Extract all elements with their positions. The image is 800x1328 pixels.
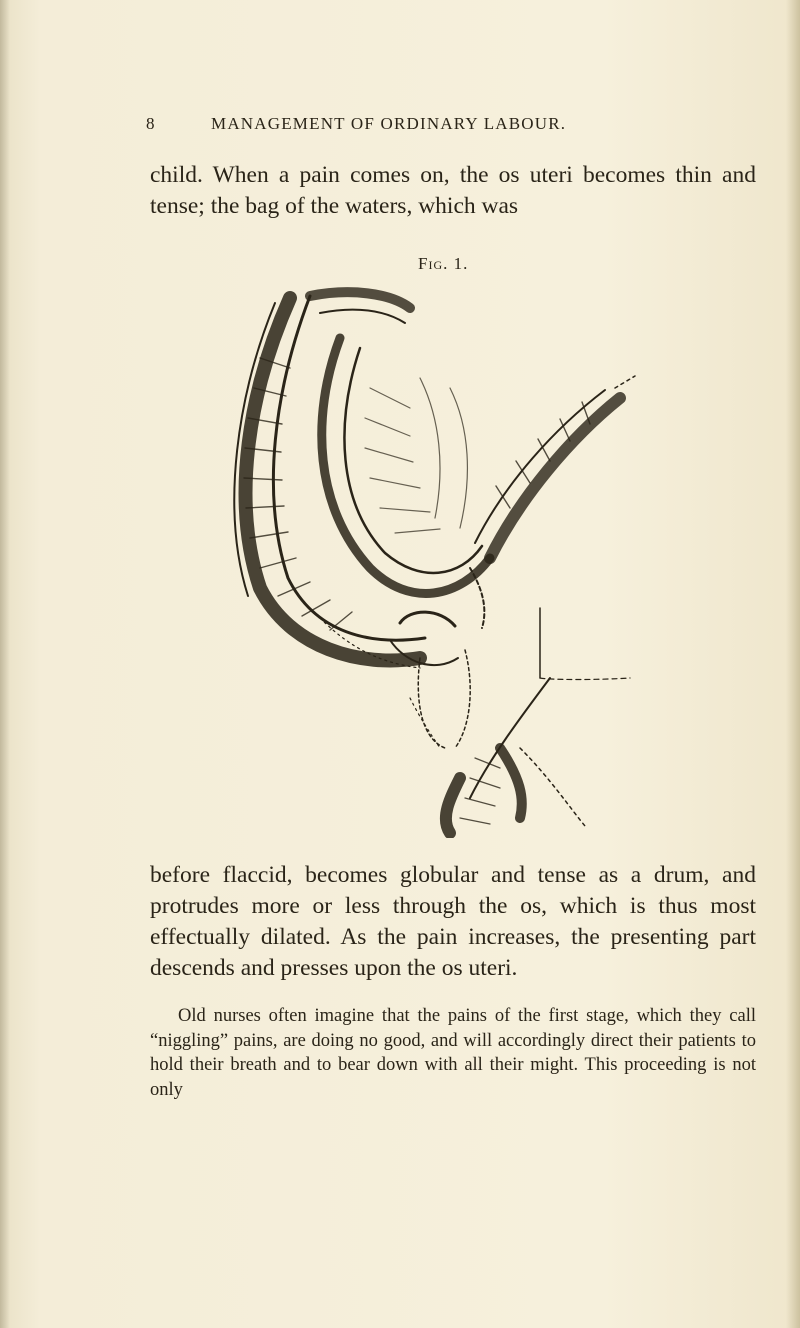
- paragraph-main: before flaccid, becomes globular and tense as a drum, and protrudes more or less through the os, which is thus most effectually dilated. As the pain increases, the presenting part descends and presses upon the os uteri.: [150, 862, 756, 981]
- page-edge-shadow: [786, 0, 800, 1328]
- small-print-paragraph: Old nurses often imagine that the pains of the first stage, which they call “niggling” pains, are doing no good, and will accordingly direct their patients to hold their breath and to bear down with all their might. This proceeding is not only: [150, 1006, 756, 1100]
- figure-caption: Fig. 1.: [418, 254, 469, 273]
- page-gutter-shadow: [0, 0, 10, 1328]
- running-title: MANAGEMENT OF ORDINARY LABOUR.: [211, 114, 567, 133]
- paragraph-continued: child. When a pain comes on, the os uteri becomes thin and tense; the bag of the waters, which was: [150, 162, 756, 219]
- page-number: 8: [146, 114, 156, 133]
- anatomical-figure: [220, 278, 640, 838]
